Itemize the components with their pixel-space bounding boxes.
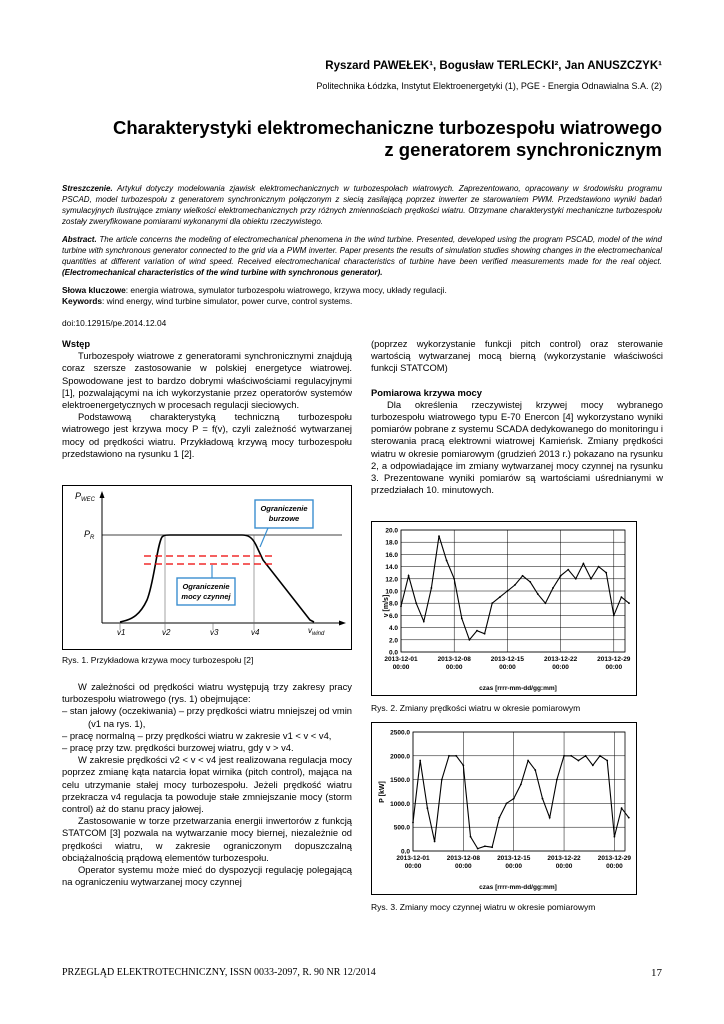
figure-2-wind-speed-chart xyxy=(371,521,637,696)
keywords-en xyxy=(62,296,662,307)
x-tick-label: 00:00 xyxy=(605,664,623,671)
abstract-en xyxy=(62,234,662,278)
data-point xyxy=(570,755,572,757)
data-point xyxy=(446,560,448,562)
paragraph: W zakresie prędkości v2 < v < v4 jest realizowana regulacja mocy poprzez zmianę kąta natarcia łopat wirnika (pitch control), mająca na celu utrzymanie stałej mocy turbozespołu. Jeżeli prędkość wiatru przekracza v4 regulacja ta powoduje stałe zmniejszanie mocy (storm control) aż do stanu pracy jałowej. xyxy=(62,754,352,815)
data-point xyxy=(514,584,516,586)
data-point xyxy=(628,602,630,604)
x-tick-label: 00:00 xyxy=(392,664,410,671)
data-point xyxy=(506,803,508,805)
y-tick-label: 14.0 xyxy=(385,564,398,572)
data-point xyxy=(522,575,524,577)
x-tick-label: 00:00 xyxy=(505,863,523,870)
keywords-en-label: Keywords xyxy=(62,296,103,306)
paragraph: Zastosowanie w torze przetwarzania energii inwertorów z funkcją STATCOM [3] pozwala na wytwarzanie mocy biernej, niezależnie od prędkości wiatru, w zakresie ograniczonym dopuszczalną obciążalnością prądową elementów turbozespołu. xyxy=(62,815,352,863)
paragraph: Operator systemu może mieć do dyspozycji regulację polegającą na ograniczeniu wytwarzanej mocy czynnej xyxy=(62,864,352,888)
data-point xyxy=(556,779,558,781)
figure-3-active-power-chart xyxy=(371,722,637,895)
data-point xyxy=(423,621,425,623)
pr-label: $P_R$ xyxy=(84,529,95,541)
y-tick-label: 2.0 xyxy=(388,637,398,645)
x-tick-label: 2013-12-08 xyxy=(446,855,480,862)
x-axis-label: czas [rrrr-mm-dd/gg:mm] xyxy=(479,884,557,891)
data-point xyxy=(419,760,421,762)
abstract-pl xyxy=(62,183,662,227)
keywords-pl xyxy=(62,285,662,296)
title-line-2: z generatorem synchronicznym xyxy=(384,139,662,160)
data-point xyxy=(507,590,509,592)
doi: doi:10.12915/pe.2014.12.04 xyxy=(62,318,167,328)
data-point xyxy=(614,836,616,838)
svg-text:mocy czynnej: mocy czynnej xyxy=(181,592,231,601)
data-point xyxy=(534,769,536,771)
data-point xyxy=(552,587,554,589)
data-point xyxy=(431,587,433,589)
paragraph: Dla określenia rzeczywistej krzywej mocy wybranego turbozespołu wiatrowego typu E-70 Enercon [4] wykorzystano wyniki pomiarów pobrane z systemu SCADA dedykowanego do monitoringu i sterowania pracą elektrowni wiatrowej Kamieńsk. Zmiany prędkości wiatru w okresie pomiarowym (grudzień 2013 r.) pokazano na rysunku 2, a odpowiadające im zmiany wytwarzanej mocy czynnej na rysunku 3. Prezentowane wyniki pomiarów są wartościami uśrednianymi w przedziałach 10. minutowych. xyxy=(371,398,663,496)
data-point xyxy=(621,807,623,809)
x-axis-label: czas [rrrr-mm-dd/gg:mm] xyxy=(479,685,557,692)
x-label-v2: v2 xyxy=(162,628,171,637)
data-point xyxy=(448,755,450,757)
data-point xyxy=(567,569,569,571)
x-tick-label: 2013-12-29 xyxy=(597,855,632,862)
abstract-pl-text: Artykuł dotyczy modelowania zjawisk elektromechanicznych w turbozespołach wiatrowych. Zaprezentowano, opracowany w środowisku programu PSCAD, model turbozespołu z generatorem synchronicznym połączonym z siecią zasilającą poprzez inwerter ze starowaniem PWM. Przedstawiono wyniki badań symulacyjnych ilustrujące zmiany wielkości elektromechanicznych przy różnych zmiennościach prędkości wiatru. Otrzymane charakterystyki mechaniczne turbozespołu zostały zweryfikowane pomiarami wykonanymi dla obiektu rzeczywistego. xyxy=(62,184,662,226)
title-line-1: Charakterystyki elektromechaniczne turbozespołu wiatrowego xyxy=(113,117,662,138)
section-heading-intro: Wstęp xyxy=(62,338,91,349)
left-column-top xyxy=(62,338,352,460)
x-tick-label: 2013-12-29 xyxy=(597,656,631,663)
data-point xyxy=(415,602,417,604)
svg-text:Ograniczenie: Ograniczenie xyxy=(260,504,308,513)
data-point xyxy=(529,581,531,583)
y-axis-label: $P_{WEC}$ xyxy=(75,491,96,503)
y-tick-label: 0.0 xyxy=(388,649,398,657)
data-point xyxy=(408,575,410,577)
left-column-bottom xyxy=(62,681,352,888)
y-tick-label: 1000.0 xyxy=(390,800,410,808)
x-tick-label: 00:00 xyxy=(552,664,569,671)
keywords-pl-label: Słowa kluczowe xyxy=(62,285,126,295)
data-point xyxy=(438,535,440,537)
data-point xyxy=(613,615,615,617)
data-point xyxy=(461,618,463,620)
data-point xyxy=(590,578,592,580)
data-point xyxy=(484,633,486,635)
list-item: – stan jałowy (oczekiwania) – przy prędkości wiatru mniejszej od vmin (v1 na rys. 1), xyxy=(62,705,352,729)
y-tick-label: 18.0 xyxy=(385,539,398,547)
data-point xyxy=(455,755,457,757)
data-point xyxy=(453,578,455,580)
data-point xyxy=(498,817,500,819)
data-point xyxy=(605,572,607,574)
x-tick-label: 00:00 xyxy=(499,664,516,671)
right-column-top xyxy=(371,338,663,496)
data-point xyxy=(462,764,464,766)
keywords-pl-text: : energia wiatrowa, symulator turbozespołu wiatrowego, krzywa mocy, układy regulacji. xyxy=(125,285,447,295)
figure-2-caption: Rys. 2. Zmiany prędkości wiatru w okresie pomiarowym xyxy=(371,703,581,713)
paragraph: Podstawową charakterystyką techniczną turbozespołu wiatrowego jest krzywa mocy P = f(v), czyli zależność wytwarzanej mocy od prędkości wiatru. Przykładową krzywą mocy turbozespołu przedstawiono na rysunku 1 [2]. xyxy=(62,411,352,459)
data-point xyxy=(545,602,547,604)
data-point xyxy=(578,760,580,762)
data-point xyxy=(469,639,471,641)
list-item: – pracę przy tzw. prędkości burzowej wiatru, gdy v > v4. xyxy=(62,742,294,754)
x-tick-label: 2013-12-15 xyxy=(497,855,531,862)
figure-3-caption: Rys. 3. Zmiany mocy czynnej wiatru w okresie pomiarowym xyxy=(371,902,596,912)
y-tick-label: 16.0 xyxy=(385,551,398,559)
x-tick-label: 2013-12-22 xyxy=(543,656,578,663)
x-label-v1: v1 xyxy=(117,628,126,637)
data-point xyxy=(537,593,539,595)
x-axis-label: $v_{wind}$ xyxy=(308,626,325,637)
y-tick-label: 2500.0 xyxy=(390,729,410,737)
y-tick-label: 20.0 xyxy=(385,527,398,535)
paper-title xyxy=(60,117,662,161)
data-point xyxy=(583,563,585,565)
data-point xyxy=(426,807,428,809)
data-point xyxy=(470,836,472,838)
data-point xyxy=(477,848,479,850)
x-tick-label: 2013-12-22 xyxy=(547,855,581,862)
x-tick-label: 00:00 xyxy=(555,863,573,870)
x-tick-label: 2013-12-15 xyxy=(490,656,525,663)
data-point xyxy=(585,755,587,757)
y-tick-label: 6.0 xyxy=(388,612,398,620)
keywords-en-text: : wind energy, wind turbine simulator, power curve, control systems. xyxy=(102,296,353,306)
y-tick-label: 8.0 xyxy=(388,600,398,608)
x-tick-label: 00:00 xyxy=(455,863,472,870)
abstract-en-title: (Electromechanical characteristics of the wind turbine with synchronous generator). xyxy=(62,268,383,277)
data-point xyxy=(621,596,623,598)
x-tick-label: 2013-12-08 xyxy=(437,656,471,663)
data-point xyxy=(499,596,501,598)
list-item: – pracę normalną – przy prędkości wiatru w zakresie v1 < v < v4, xyxy=(62,729,332,741)
x-tick-label: 2013-12-01 xyxy=(396,855,430,862)
y-axis-label: v [m/s] xyxy=(383,594,390,618)
abstract-pl-label: Streszczenie. xyxy=(62,184,113,193)
y-tick-label: 4.0 xyxy=(388,625,398,633)
paragraph: W zależności od prędkości wiatru występują trzy zakresy pracy turbozespołu wiatrowego (rys. 1) obejmujące: xyxy=(62,681,352,705)
x-tick-label: 00:00 xyxy=(606,863,623,870)
data-point xyxy=(628,817,630,819)
authors: Ryszard PAWEŁEK¹, Bogusław TERLECKI², Jan ANUSZCZYK¹ xyxy=(325,60,662,72)
data-point xyxy=(592,764,594,766)
data-point xyxy=(575,578,577,580)
data-point xyxy=(598,566,600,568)
data-point xyxy=(484,845,486,847)
x-tick-label: 00:00 xyxy=(445,664,463,671)
data-point xyxy=(434,841,436,843)
data-point xyxy=(491,602,493,604)
abstract-en-label: Abstract. xyxy=(62,235,97,244)
data-point xyxy=(563,755,565,757)
data-point xyxy=(542,798,544,800)
y-tick-label: 0.0 xyxy=(400,848,410,856)
y-tick-label: 10.0 xyxy=(385,588,398,596)
data-point xyxy=(441,779,443,781)
figure-1-power-curve xyxy=(62,485,352,650)
y-axis-label: P [kW] xyxy=(379,781,386,803)
data-point xyxy=(560,575,562,577)
abstract-en-text: The article concerns the modeling of electromechanical phenomena in the wind turbine. Presented, developed using the program PSCAD, model of the wind turbine with synchronous generator connected to the grid via a PWM inverter. Paper presents the results of simulation studies showing changes in the electromechanical quantities at different variation of wind speed. Received electromechanical characteristics of turbine have been verified measurements made for the real object. xyxy=(62,235,662,266)
x-label-v4: v4 xyxy=(251,628,260,637)
x-tick-label: 00:00 xyxy=(404,863,422,870)
data-point xyxy=(412,822,414,824)
y-tick-label: 2000.0 xyxy=(390,753,410,761)
paragraph: (poprzez wykorzystanie funkcji pitch control) oraz sterowanie wartością wytwarzanej mocą bierną (wykorzystanie właściwości funkcji STATCOM) xyxy=(371,338,663,374)
paragraph: Turbozespoły wiatrowe z generatorami synchronicznymi znajdują coraz szersze zastosowanie w polskiej energetyce wiatrowej. Spowodowane jest to bardzo dobrymi właściwościami regulacyjnymi [1], pozwalającymi na ich wykorzystanie przez operatorów systemów elektroenergetycznych w procesach regulacji sieciowych. xyxy=(62,350,352,411)
svg-text:Ograniczenie: Ograniczenie xyxy=(182,582,230,591)
journal-footer: PRZEGLĄD ELEKTROTECHNICZNY, ISSN 0033-2097, R. 90 NR 12/2014 xyxy=(62,967,376,978)
data-point xyxy=(527,760,529,762)
svg-text:burzowe: burzowe xyxy=(268,514,300,523)
operation-ranges-list xyxy=(62,705,352,754)
y-tick-label: 12.0 xyxy=(385,576,398,584)
page-number: 17 xyxy=(651,967,662,979)
x-tick-label: 2013-12-01 xyxy=(384,656,418,663)
data-point xyxy=(476,630,478,632)
figure-1-caption: Rys. 1. Przykładowa krzywa mocy turbozespołu [2] xyxy=(62,655,254,665)
data-point xyxy=(549,817,551,819)
section-heading-power-curve: Pomiarowa krzywa mocy xyxy=(371,386,482,398)
y-tick-label: 1500.0 xyxy=(390,777,410,785)
data-point xyxy=(606,760,608,762)
data-point xyxy=(520,783,522,785)
data-point xyxy=(599,755,601,757)
x-label-v3: v3 xyxy=(210,628,219,637)
data-point xyxy=(491,846,493,848)
affiliation: Politechnika Łódzka, Instytut Elektroenergetyki (1), PGE - Energia Odnawialna S.A. (2) xyxy=(316,81,662,91)
data-point xyxy=(400,605,402,607)
data-point xyxy=(513,798,515,800)
y-tick-label: 500.0 xyxy=(393,824,410,832)
